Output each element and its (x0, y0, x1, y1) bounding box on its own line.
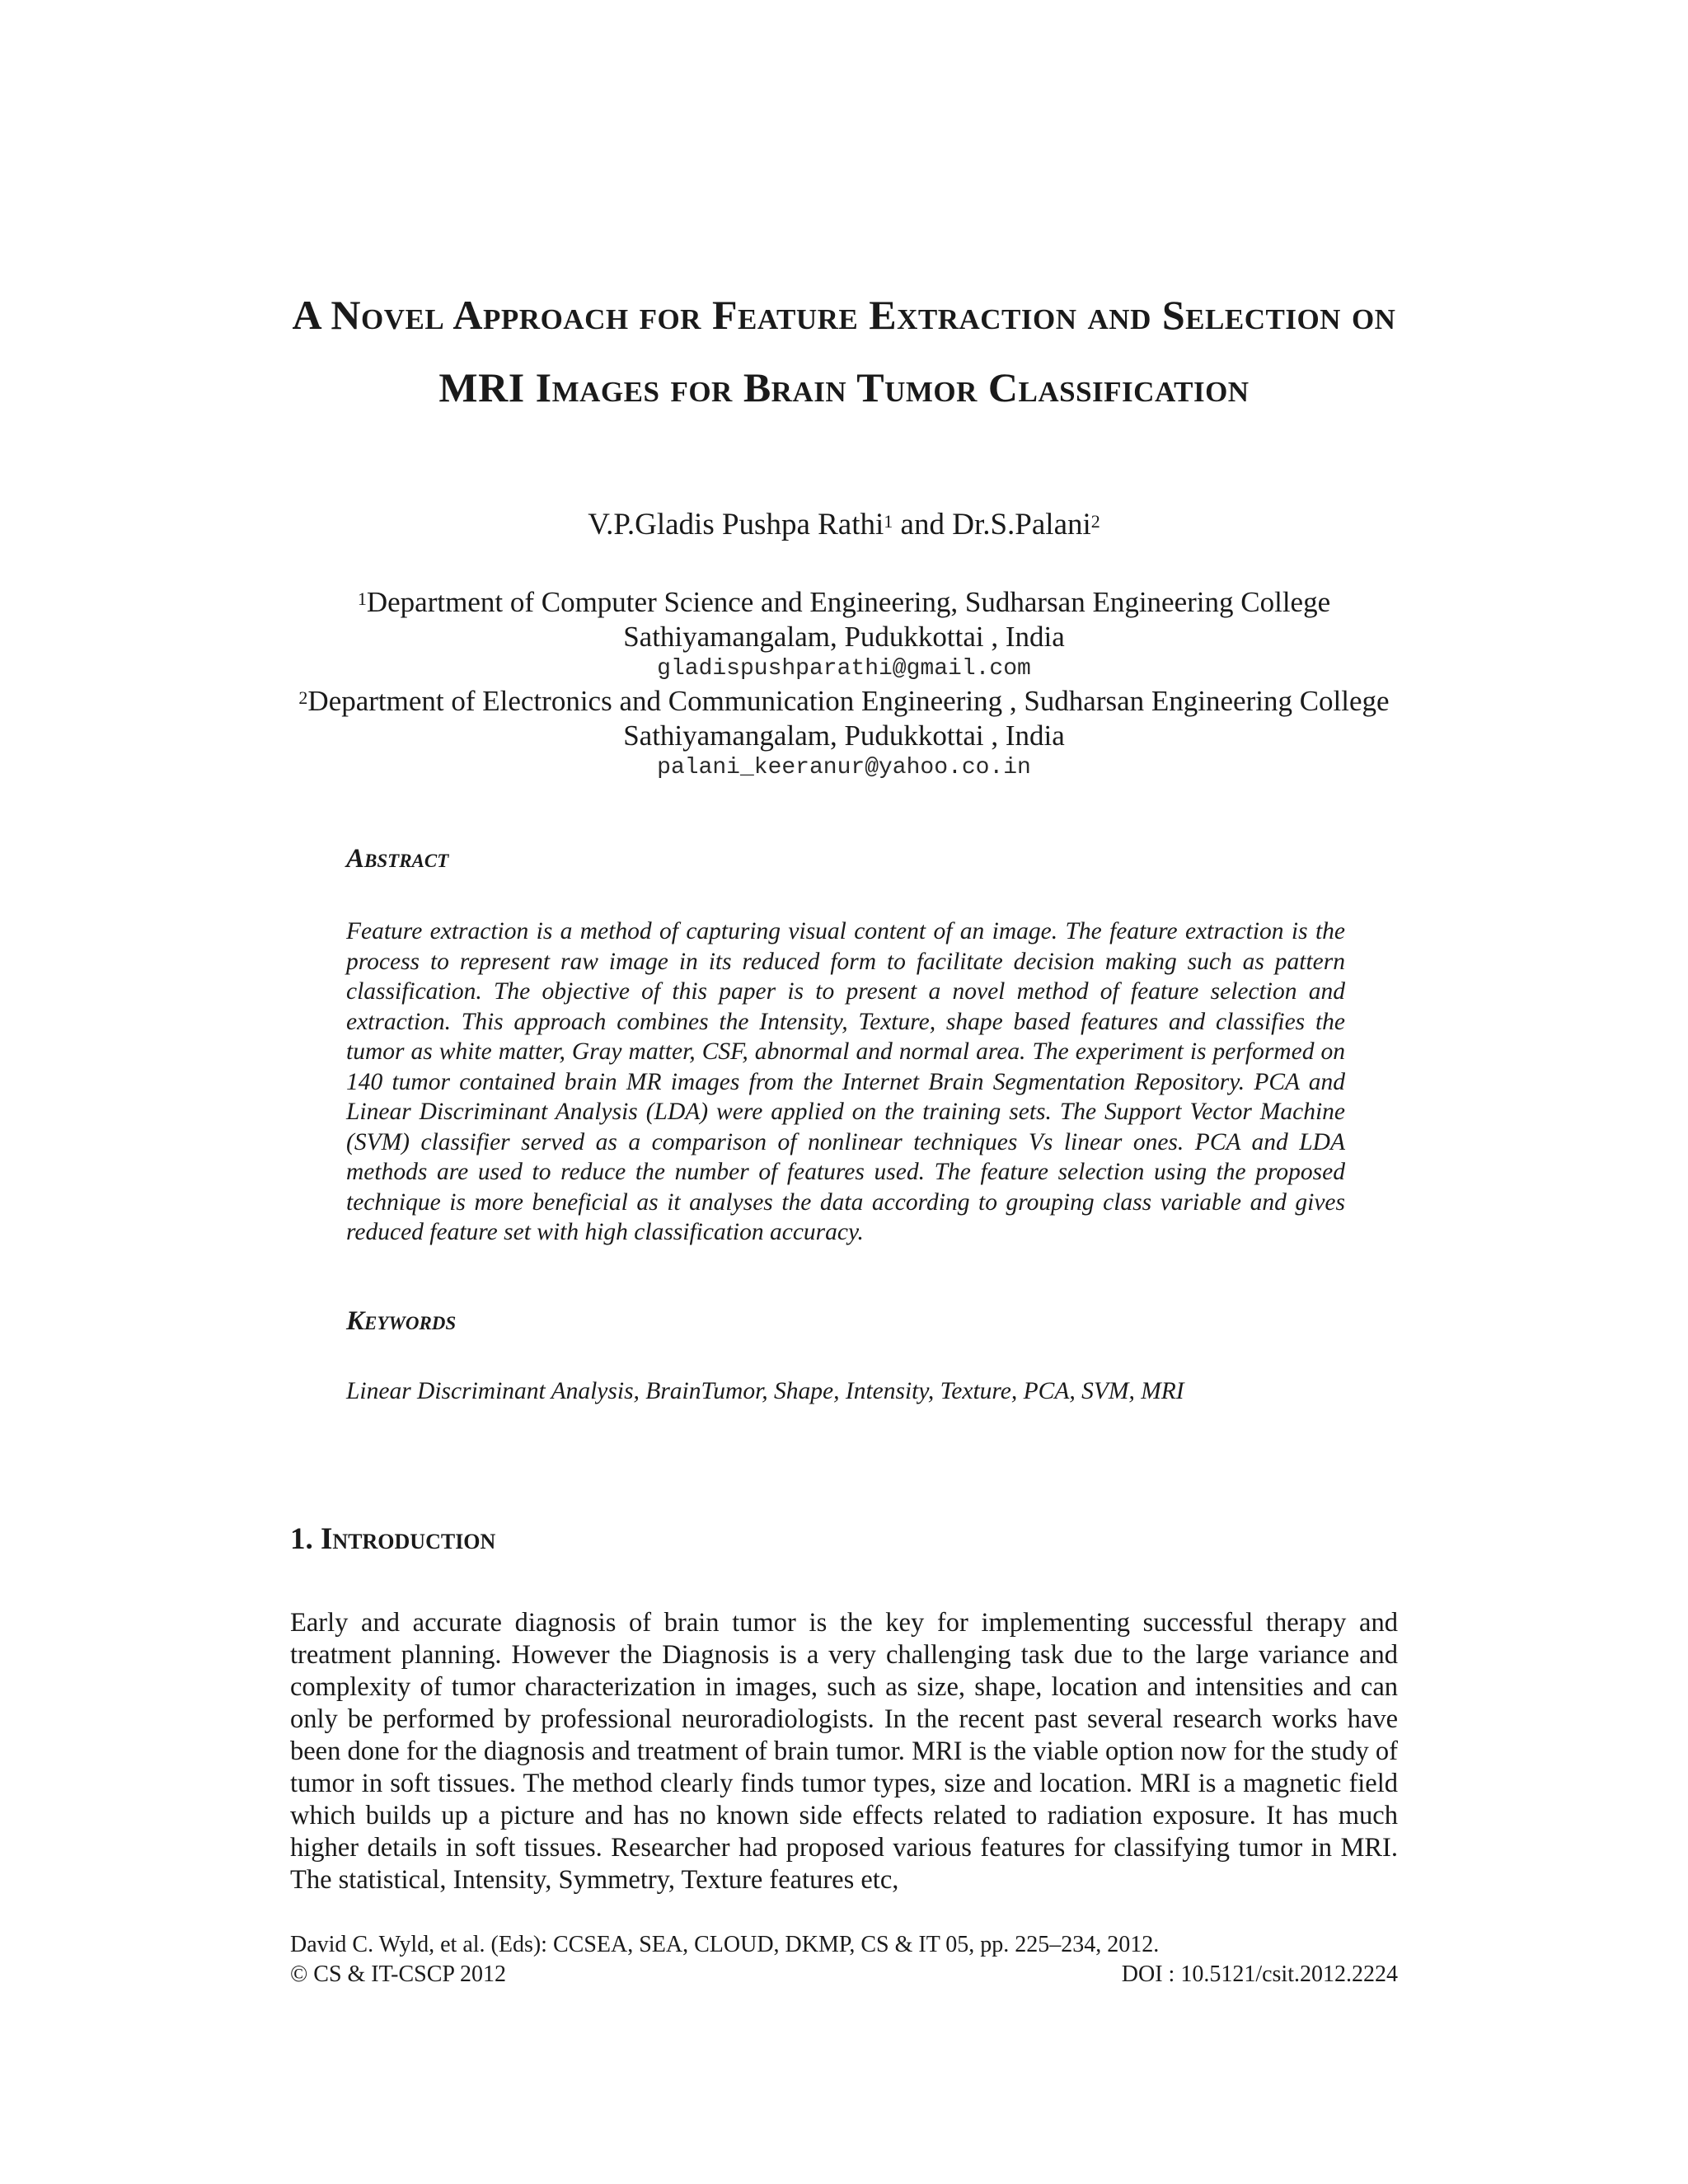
section-1-heading (290, 1521, 495, 1557)
section-1-body: Early and accurate diagnosis of brain tumor is the key for implementing successful therapy and treatment planning. However the Diagnosis is a very challenging task due to the large variance and complexity of tumor characterization in images, such as size, shape, location and intensities and can only be performed by professional neuroradiologists. In the recent past several research works have been done for the diagnosis and treatment of brain tumor. MRI is the viable option now for the study of tumor in soft tissues. The method clearly finds tumor types, size and location. MRI is a magnetic field which builds up a picture and has no known side effects related to radiation exposure. It has much higher details in soft tissues. Researcher had proposed various features for classifying tumor in MRI. The statistical, Intensity, Symmetry, Texture features etc, (290, 1608, 1398, 1895)
author-2-affiliation-mark: 2 (1090, 511, 1100, 532)
footer-copyright: © CS & IT-CSCP 2012 (290, 1961, 506, 1987)
affiliation-2-mark: 2 (298, 687, 308, 708)
keywords-text: Linear Discriminant Analysis, BrainTumor, Shape, Intensity, Texture, PCA, SVM, MRI (346, 1378, 1184, 1404)
footer-row (290, 1960, 1398, 1990)
affiliation-1-email[interactable]: gladispushparathi@gmail.com (657, 656, 1031, 682)
affiliation-1 (297, 585, 1391, 684)
affiliation-2 (297, 684, 1391, 783)
footer-citation: David C. Wyld, et al. (Eds): CCSEA, SEA, CLOUD, DKMP, CS & IT 05, pp. 225–234, 2012. (290, 1932, 1160, 1957)
abstract-heading: Abstract (346, 844, 449, 874)
author-1-affiliation-mark: 1 (884, 511, 893, 532)
author-conjunction: and (900, 508, 945, 541)
page-footer (290, 1930, 1398, 1990)
affiliation-2-email[interactable]: palani_keeranur@yahoo.co.in (657, 755, 1031, 780)
paper-title: A Novel Approach for Feature Extraction and Selection on MRI Images for Brain Tumor Classification (292, 292, 1396, 410)
affiliation-2-text: Department of Electronics and Communication Engineering , Sudharsan Engineering College Sathiyamangalam, Pudukkottai , India (307, 685, 1390, 752)
section-1-title: Introduction (321, 1522, 496, 1556)
affiliation-1-mark: 1 (357, 588, 367, 609)
author-line (247, 504, 1441, 546)
keywords-heading: Keywords (346, 1306, 457, 1336)
footer-doi[interactable]: DOI : 10.5121/csit.2012.2224 (1121, 1961, 1398, 1987)
affiliation-1-text: Department of Computer Science and Engineering, Sudharsan Engineering College Sathiyamangalam, Pudukkottai , India (366, 586, 1331, 653)
section-1-number: 1. (290, 1522, 313, 1556)
author-2-name: Dr.S.Palani (952, 508, 1091, 541)
abstract-text: Feature extraction is a method of capturing visual content of an image. The feature extraction is the process to represent raw image in its reduced form to facilitate decision making such as pattern classification. The objective of this paper is to present a novel method of feature selection and extraction. This approach combines the Intensity, Texture, shape based features and classifies the tumor as white matter, Gray matter, CSF, abnormal and normal area. The experiment is performed on 140 tumor contained brain MR images from the Internet Brain Segmentation Repository. PCA and Linear Discriminant Analysis (LDA) were applied on the training sets. The Support Vector Machine (SVM) classifier served as a comparison of nonlinear techniques Vs linear ones. PCA and LDA methods are used to reduce the number of features used. The feature selection using the proposed technique is more beneficial as it analyses the data according to grouping class variable and gives reduced feature set with high classification accuracy. (346, 918, 1345, 1245)
author-1-name: V.P.Gladis Pushpa Rathi (588, 508, 884, 541)
